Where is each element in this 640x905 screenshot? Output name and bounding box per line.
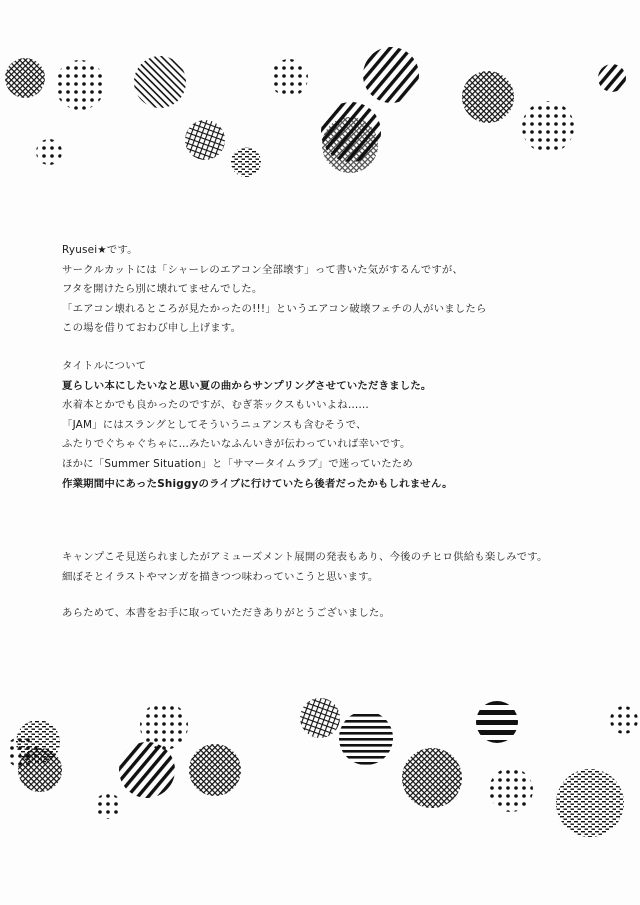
title-explanation-line: 「JAM」にはスラングとしてそういうニュアンスも含むそうで、	[62, 418, 367, 431]
dot-circle	[55, 60, 105, 110]
greeting-paragraph	[62, 241, 622, 339]
stripe-circle	[598, 64, 626, 92]
crosshatch-circle	[189, 744, 241, 796]
closing-paragraph	[62, 548, 622, 587]
stripe-circle	[134, 56, 186, 108]
bottom-decoration-cluster	[6, 698, 638, 837]
closing-line: キャンプこそ見送られましたがアミューズメント展開の発表もあり、今後のチヒロ供給も楽しみです。	[62, 551, 548, 563]
stripe-circle	[476, 701, 518, 743]
dot-circle	[270, 59, 308, 97]
greeting-line: この場を借りておわび申し上げます。	[62, 322, 242, 335]
dot-circle	[522, 101, 574, 153]
dot-circle	[489, 768, 533, 812]
closing-line: 細ぼそとイラストやマンガを描きつつ味わっていこうと思います。	[62, 570, 379, 583]
crosshatch-circle	[402, 748, 462, 808]
title-explanation-line: ほかに「Summer Situation」と「サマータイムラブ」で迷っていたため	[62, 457, 413, 470]
title-explanation-line: ふたりでぐちゃぐちゃに…みたいなふんいきが伝わっていれば幸いです。	[62, 438, 411, 451]
greeting-line: Ryusei★です。	[62, 244, 138, 256]
crosshatch-circle	[5, 58, 45, 98]
title-explanation-line: 作業期間中にあったShiggyのライブに行けていたら後者だったかもしれません。	[62, 477, 453, 490]
greeting-line: 「エアコン壊れるところが見たかったの!!!」というエアコン破壊フェチの人がいましたら	[62, 302, 487, 315]
stripe-circle	[119, 742, 175, 798]
stripe-circle	[363, 47, 419, 103]
dot-circle	[36, 139, 62, 165]
crosshatch-circle	[322, 117, 378, 173]
greeting-line: サークルカットには「シャーレのエアコン全部壊す」って書いた気がするんですが、	[62, 263, 464, 276]
dash-circle	[231, 147, 261, 177]
crosshatch-circle	[18, 748, 62, 792]
dot-circle	[610, 706, 638, 734]
grid-circle	[185, 120, 225, 160]
thanks-paragraph	[62, 604, 622, 624]
greeting-line: フタを開けたら別に壊れてませんでした。	[62, 283, 263, 296]
thanks-line: あらためて、本書をお手に取っていただきありがとうございました。	[62, 607, 391, 619]
section-heading: タイトルについて	[62, 360, 147, 372]
top-decoration-cluster	[5, 47, 626, 177]
dash-circle	[556, 769, 624, 837]
title-explanation-line: 夏らしい本にしたいなと思い夏の曲からサンプリングさせていただきました。	[62, 379, 432, 392]
dot-circle	[95, 793, 121, 819]
stripe-circle	[339, 711, 393, 765]
grid-circle	[300, 698, 340, 738]
crosshatch-circle	[462, 71, 514, 123]
title-explanation-line: 水着本とかでも良かったのですが、むぎ茶ックスもいいよね……	[62, 399, 370, 412]
title-explanation-paragraph	[62, 357, 622, 494]
